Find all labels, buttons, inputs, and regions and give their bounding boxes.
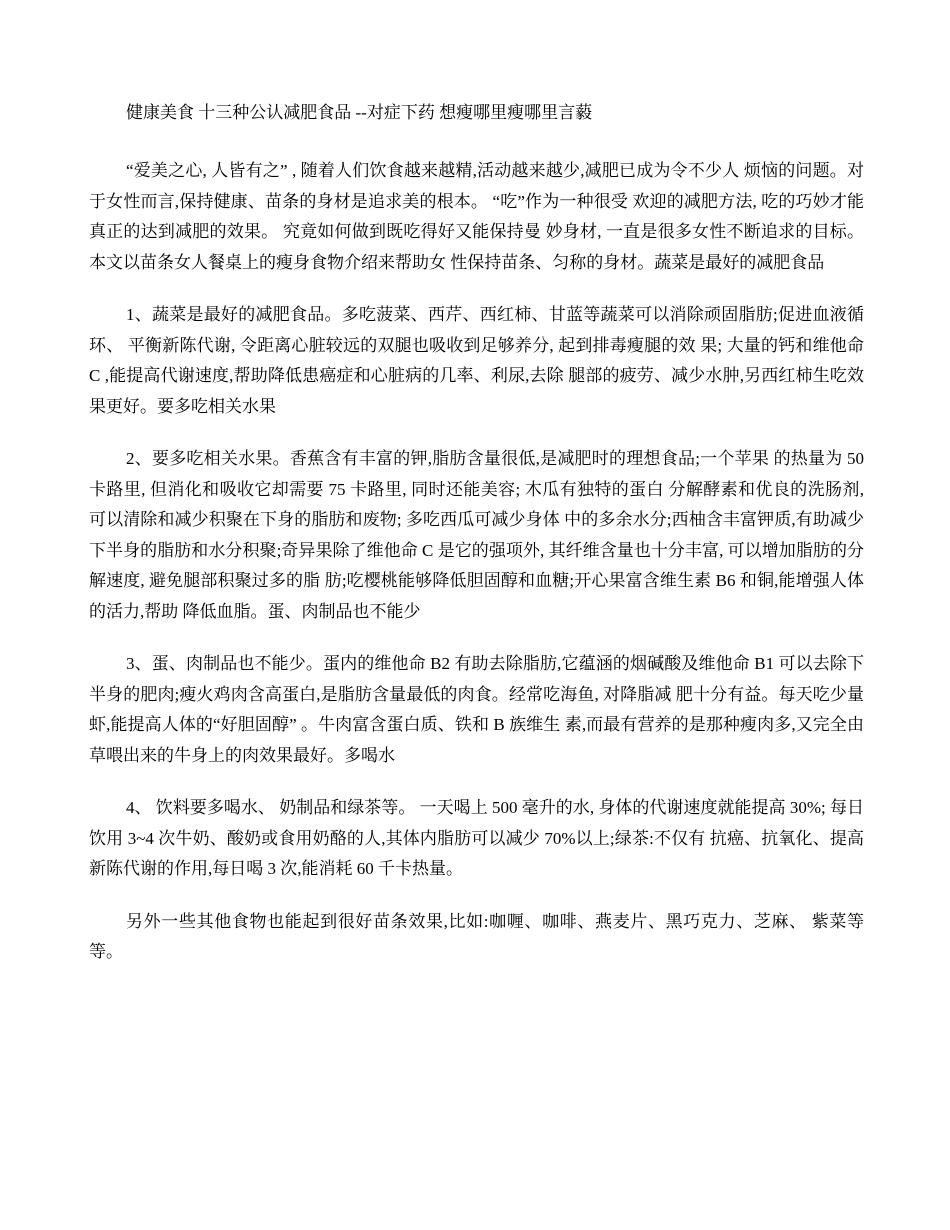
intro-paragraph: “爱美之心, 人皆有之” , 随着人们饮食越来越精,活动越来越少,减肥已成为令不少人 烦恼的问题。对于女性而言,保持健康、苗条的身材是追求美的根本。 “吃”作为一种很受 欢迎的减肥方法, 吃的巧妙才能真正的达到减肥的效果。 究竟如何做到既吃得好又能保持曼 妙身材, 一直是很多女性不断追求的目标。 本文以苗条女人餐桌上的瘦身食物介绍来帮助女 性保持苗条、匀称的身材。蔬菜是最好的减肥食品	[89, 161, 864, 272]
document-title: 健康美食 十三种公认减肥食品 --对症下药 想瘦哪里瘦哪里言藙	[126, 103, 593, 122]
document-page	[89, 98, 864, 990]
fruits-paragraph: 2、要多吃相关水果。香蕉含有丰富的钾,脂肪含量很低,是减肥时的理想食品;一个苹果 的热量为 50 卡路里, 但消化和吸收它却需要 75 卡路里, 同时还能美容; 木瓜有独特的蛋白 分解酵素和优良的洗肠剂, 可以清除和减少积聚在下身的脂肪和废物; 多吃西瓜可减少身体 中的多余水分;西柚含丰富钾质,有助减少下半身的脂肪和水分积聚;奇异果除了维他命 C 是它的强项外, 其纤维含量也十分丰富, 可以增加脂肪的分解速度, 避免腿部积聚过多的脂 肪;吃樱桃能够降低胆固醇和血糖;开心果富含维生素 B6 和铜,能增强人体的活力,帮助 降低血脂。蛋、肉制品也不能少	[89, 449, 864, 621]
vegetables-paragraph: 1、蔬菜是最好的减肥食品。多吃菠菜、西芹、西红柿、甘蓝等蔬菜可以消除顽固脂肪;促进血液循环、 平衡新陈代谢, 令距离心脏较远的双腿也吸收到足够养分, 起到排毒瘦腿的效 果; 大量的钙和维他命 C ,能提高代谢速度,帮助降低患癌症和心脏病的几率、利尿,去除 腿部的疲劳、减少水肿,另西红柿生吃效果更好。要多吃相关水果	[89, 305, 864, 416]
other-foods-paragraph: 另外一些其他食物也能起到很好苗条效果,比如:咖喱、咖啡、燕麦片、黑巧克力、芝麻、 紫菜等等。	[89, 911, 864, 961]
drinks-paragraph: 4、 饮料要多喝水、 奶制品和绿茶等。 一天喝上 500 毫升的水, 身体的代谢速度就能提高 30%; 每日饮用 3~4 次牛奶、酸奶或食用奶酪的人,其体内脂肪可以减少 70%以上;绿茶:不仅有 抗癌、抗氧化、提高新陈代谢的作用,每日喝 3 次,能消耗 60 千卡热量。	[89, 798, 864, 878]
eggs-meat-paragraph: 3、蛋、肉制品也不能少。蛋内的维他命 B2 有助去除脂肪,它蕴涵的烟碱酸及维他命 B1 可以去除下半身的肥肉;瘦火鸡肉含高蛋白,是脂肪含量最低的肉食。经常吃海鱼, 对降脂减 肥十分有益。每天吃少量虾,能提高人体的“好胆固醇” 。牛肉富含蛋白质、铁和 B 族维生 素,而最有营养的是那种瘦肉多,又完全由草喂出来的牛身上的肉效果最好。多喝水	[89, 654, 864, 765]
